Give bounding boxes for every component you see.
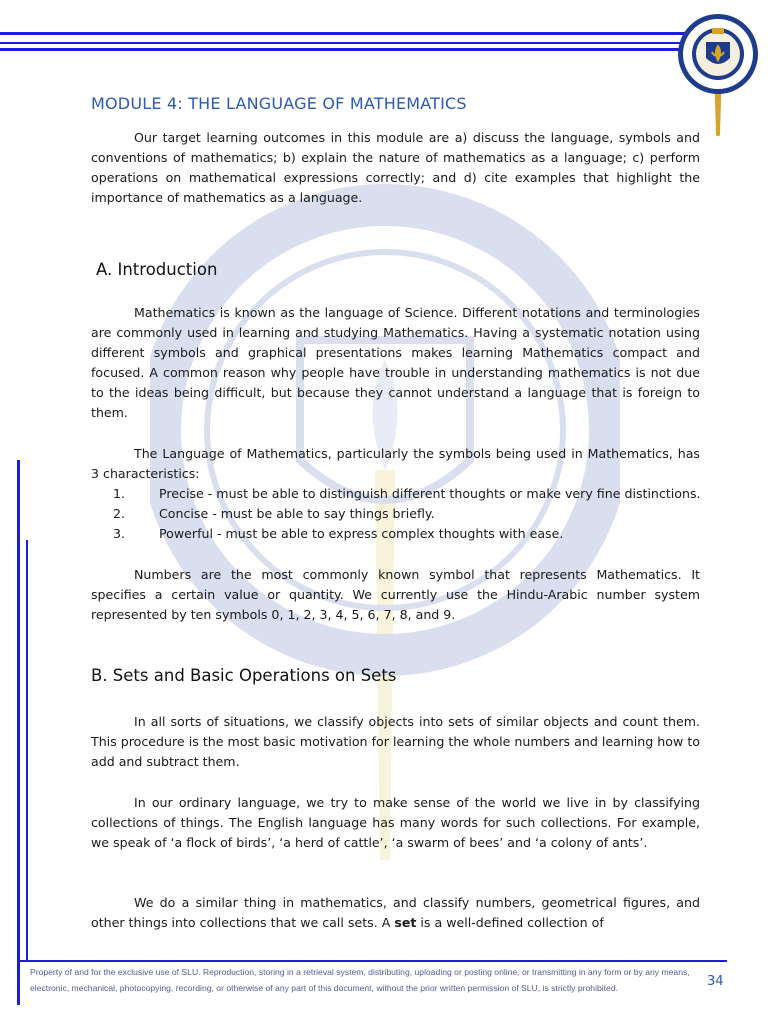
characteristics-list bbox=[91, 484, 711, 544]
section-b-paragraph-3 bbox=[91, 893, 700, 933]
section-a-paragraph-3: Numbers are the most commonly known symbol that represents Mathematics. It specifies a certain value or quantity. We currently use the Hindu-Arabic number system represented by ten symbols 0, 1, 2, 3, 4, 5, 6, 7, 8, and 9. bbox=[91, 567, 700, 622]
margin-rule-outer bbox=[17, 460, 20, 1005]
list-item-text: Precise - must be able to distinguish different thoughts or make very fine distinctions. bbox=[159, 486, 701, 501]
page-number: 34 bbox=[707, 974, 724, 989]
list-item bbox=[91, 504, 711, 524]
list-item-number: 1. bbox=[113, 486, 126, 501]
footer-rule bbox=[17, 960, 727, 962]
section-b-heading: B. Sets and Basic Operations on Sets bbox=[91, 666, 397, 685]
header-rule-middle bbox=[0, 42, 700, 44]
section-a-paragraph-1: Mathematics is known as the language of Science. Different notations and terminologies are commonly used in learning and studying Mathematics. Having a systematic notation using different symbols and graphical presentations makes learning Mathematics compact and focused. A common reason why people have trouble in understanding mathematics is not due to the ideas being difficult, but because they cannot understand a language that is foreign to them. bbox=[91, 305, 700, 420]
section-a-paragraph-2: The Language of Mathematics, particularly the symbols being used in Mathematics, has 3 characteristics: bbox=[91, 446, 700, 481]
section-b-paragraph-3-start: We do a similar thing in mathematics, and classify numbers, geometrical figures, and other things into collections that we call sets. A bbox=[91, 895, 700, 930]
margin-rule-inner bbox=[26, 540, 28, 960]
section-b-paragraph-3-end: is a well-defined collection of bbox=[416, 915, 604, 930]
list-item-number: 3. bbox=[113, 526, 126, 541]
header-rule-bottom bbox=[0, 48, 700, 51]
section-b-paragraph-1: In all sorts of situations, we classify objects into sets of similar objects and count them. This procedure is the most basic motivation for learning the whole numbers and learning how to add and subtract them. bbox=[91, 714, 700, 769]
set-keyword: set bbox=[394, 915, 417, 930]
university-seal-logo bbox=[672, 6, 764, 136]
section-b-paragraph-2: In our ordinary language, we try to make sense of the world we live in by classifying collections of things. The English language has many words for such collections. For example, we speak of ‘a flock of birds’, ‘a herd of cattle’, ‘a swarm of bees’ and ‘a colony of ants’. bbox=[91, 795, 700, 850]
page-title: MODULE 4: THE LANGUAGE OF MATHEMATICS bbox=[91, 94, 467, 113]
list-item-text: Concise - must be able to say things briefly. bbox=[159, 506, 435, 521]
copyright-footer: Property of and for the exclusive use of SLU. Reproduction, storing in a retrieval system, distributing, uploading or posting online, or transmitting in any form or by any means, electronic, mechanical, photocopying, recording, or otherwise of any part of this document, without the prior written permission of SLU, is strictly prohibited. bbox=[30, 967, 690, 993]
section-a-heading: A. Introduction bbox=[96, 260, 218, 279]
seal-crown-icon bbox=[712, 28, 724, 34]
intro-paragraph: Our target learning outcomes in this module are a) discuss the language, symbols and conventions of mathematics; b) explain the nature of mathematics as a language; c) perform operations on mathematical expressions correctly; and d) cite examples that highlight the importance of mathematics as a language. bbox=[91, 130, 700, 205]
header-rule-top bbox=[0, 32, 700, 35]
list-item bbox=[91, 484, 711, 504]
list-item bbox=[91, 524, 711, 544]
list-item-number: 2. bbox=[113, 506, 126, 521]
list-item-text: Powerful - must be able to express complex thoughts with ease. bbox=[159, 526, 564, 541]
